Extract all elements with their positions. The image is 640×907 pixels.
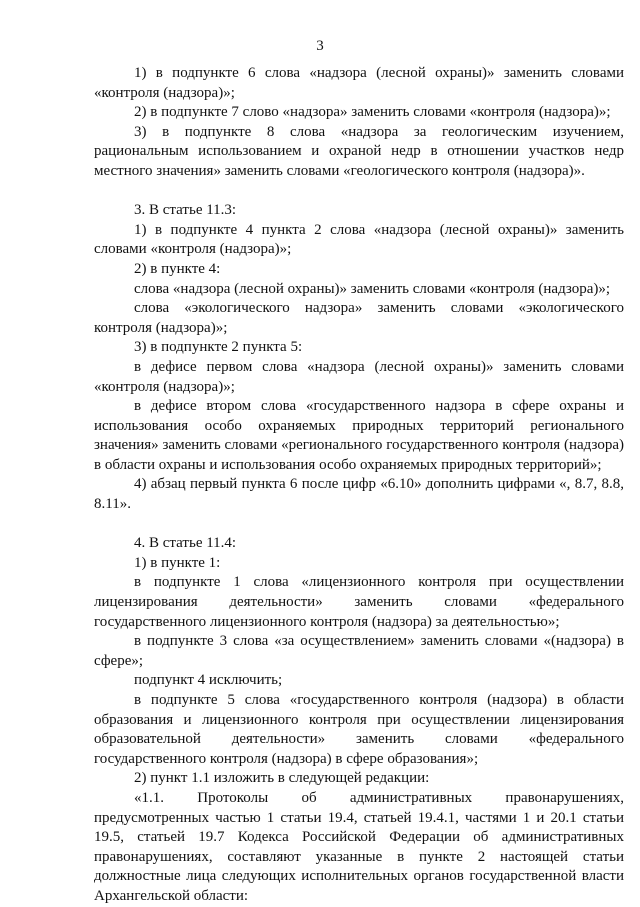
page-number: 3 [316,38,324,54]
paragraph: слова «экологического надзора» заменить словами «экологического контроля (надзора)»; [94,300,624,336]
paragraph: 4) абзац первый пункта 6 после цифр «6.10» дополнить цифрами «, 8.7, 8.8, 8.11». [94,476,624,513]
paragraph: в подпункте 5 слова «государственного контроля (надзора) в области образования и лицензионного контроля при осуществлении лицензирования образовательной деятельности» заменить словами «федерального государственного контроля (надзора) в сфере образования»; [94,692,624,767]
paragraph: «1.1. Протоколы об административных правонарушениях, предусмотренных частью 1 статьи 19.4, статьей 19.4.1, частями 1 и 20.1 статьи 19.5, статьей 19.7 Кодекса Российской Федерации об административных правонарушениях, составляют указанные в пункте 2 настоящей статьи должностные лица следующих исполнительных органов государственной власти Архангельской области: [94,789,624,904]
paragraph: в дефисе первом слова «надзора (лесной охраны)» заменить словами «контроля (надзора)»; [94,358,624,395]
paragraph: 2) в подпункте 7 слово «надзора» заменить словами «контроля (надзора)»; [134,104,611,121]
paragraph: 3) в подпункте 2 пункта 5: [134,339,303,356]
paragraph: слова «надзора (лесной охраны)» заменить словами «контроля (надзора)»; [134,280,611,297]
paragraph-spacer [94,515,624,535]
paragraph: 1) в подпункте 6 слова «надзора (лесной охраны)» заменить словами «контроля (надзора)»; [94,65,624,101]
paragraph: в подпункте 1 слова «лицензионного контроля при осуществлении лицензирования деятельности» заменить словами «федерального государственного лицензионного контроля (надзора) за деятельностью»; [94,574,624,630]
paragraph: 3) в подпункте 8 слова «надзора за геологическим изучением, рациональным использованием и охраной недр в отношении участков недр местного значения» заменить словами «геологического контроля (надзора)». [94,123,624,179]
paragraph-spacer [94,182,624,202]
section-heading: 4. В статье 11.4: [134,535,237,552]
paragraph: подпункт 4 исключить; [134,672,283,689]
paragraph: 2) пункт 1.1 изложить в следующей редакции: [134,770,430,787]
document-body [94,64,624,907]
paragraph: 2) в пункте 4: [134,260,221,277]
paragraph: в подпункте 3 слова «за осуществлением» заменить словами «(надзора) в сфере»; [94,633,624,669]
paragraph: 1) в пункте 1: [134,554,221,571]
paragraph: 1) в подпункте 4 пункта 2 слова «надзора (лесной охраны)» заменить словами «контроля (надзора)»; [94,221,624,258]
paragraph: в дефисе втором слова «государственного надзора в сфере охраны и использования особо охраняемых природных территорий регионального значения» заменить словами «регионального государственного контроля (надзора) в области охраны и использования особо охраняемых природных территорий»; [94,398,624,473]
section-heading: 3. В статье 11.3: [134,202,237,219]
